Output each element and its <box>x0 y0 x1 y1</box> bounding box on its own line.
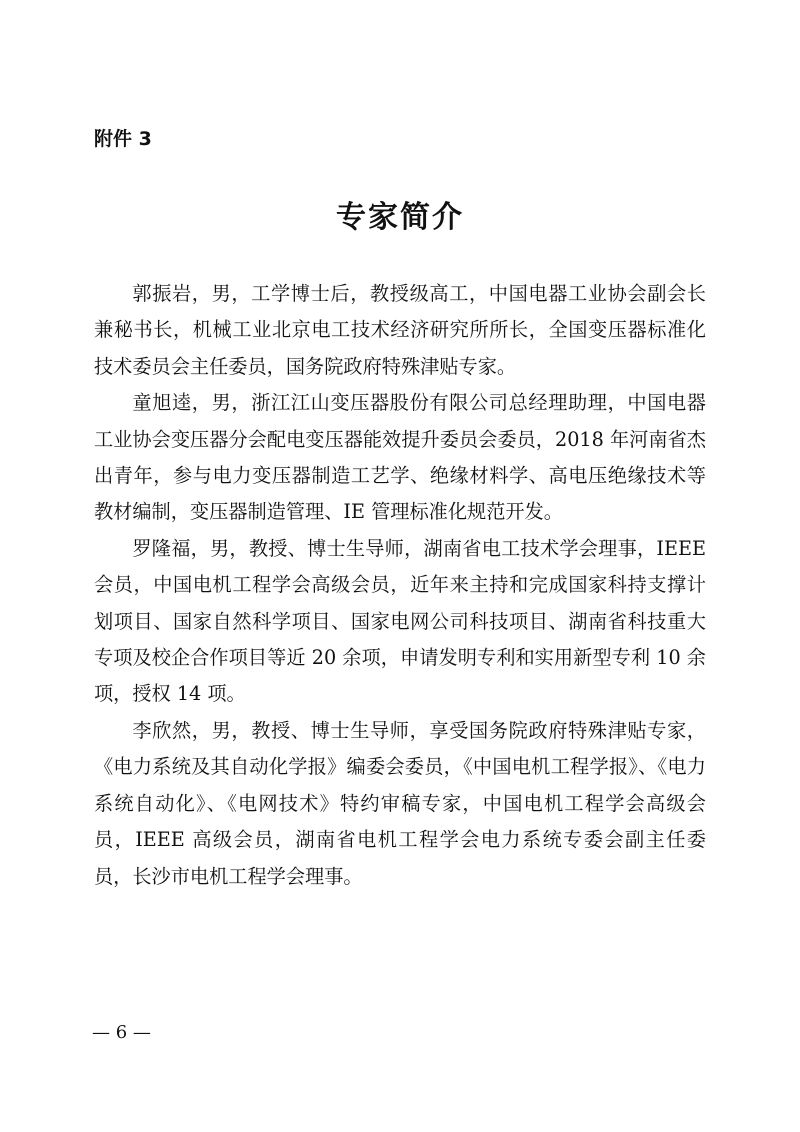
document-body <box>94 276 706 895</box>
attachment-label: 附件 3 <box>94 128 152 150</box>
page-number: — 6 — <box>92 1022 151 1043</box>
expert-bio-paragraph: 童旭逵，男，浙江江山变压器股份有限公司总经理助理，中国电器工业协会变压器分会配电变压器能效提升委员会委员，2018 年河南省杰出青年，参与电力变压器制造工艺学、绝缘材料学、高电压绝缘技术等教材编制，变压器制造管理、IE 管理标准化规范开发。 <box>94 391 706 524</box>
page-title: 专家简介 <box>336 200 464 235</box>
expert-bio-paragraph: 李欣然，男，教授、博士生导师，享受国务院政府特殊津贴专家，《电力系统及其自动化学报》编委会委员，《中国电机工程学报》、《电力系统自动化》、《电网技术》特约审稿专家，中国电机工程学会高级会员，IEEE 高级会员，湖南省电机工程学会电力系统专委会副主任委员，长沙市电机工程学会理事。 <box>94 718 706 888</box>
expert-bio-paragraph: 罗隆福，男，教授、博士生导师，湖南省电工技术学会理事，IEEE 会员，中国电机工程学会高级会员，近年来主持和完成国家科持支撑计划项目、国家自然科学项目、国家电网公司科技项目、湖南省科技重大专项及校企合作项目等近 20 余项，申请发明专利和实用新型专利 10 余项，授权 14 项。 <box>94 536 706 706</box>
expert-bio-paragraph: 郭振岩，男，工学博士后，教授级高工，中国电器工业协会副会长兼秘书长，机械工业北京电工技术经济研究所所长，全国变压器标准化技术委员会主任委员，国务院政府特殊津贴专家。 <box>94 282 706 378</box>
